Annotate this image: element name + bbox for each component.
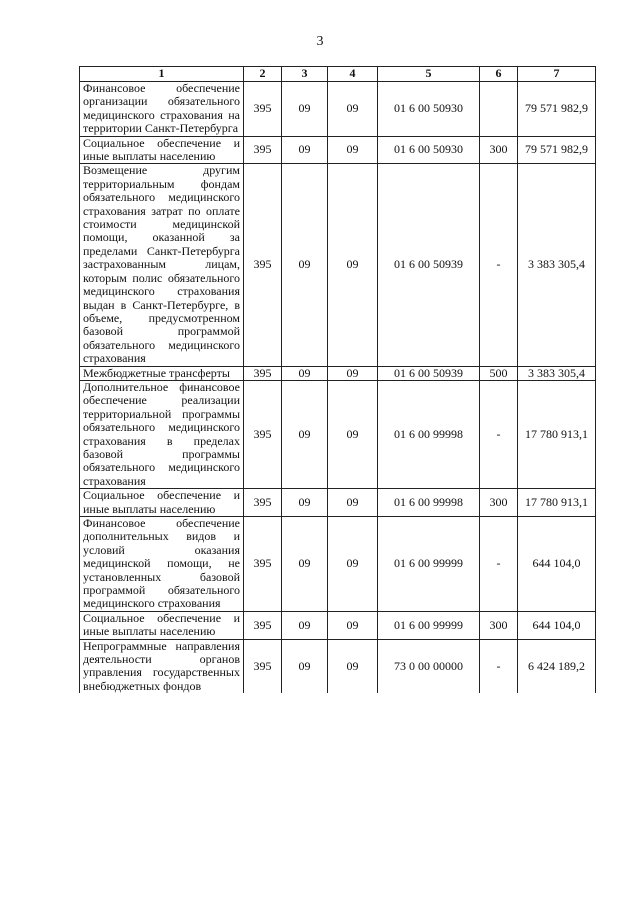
section-code: 09	[282, 639, 328, 693]
subsection-code: 09	[328, 164, 378, 366]
expense-type-code: -	[480, 517, 518, 612]
target-article-code: 01 6 00 99998	[378, 489, 480, 517]
target-article-code: 01 6 00 50930	[378, 82, 480, 137]
budget-table	[79, 66, 596, 693]
target-article-code: 01 6 00 50939	[378, 164, 480, 366]
expense-type-code: -	[480, 380, 518, 488]
target-article-code: 01 6 00 99999	[378, 611, 480, 639]
admin-code: 395	[244, 136, 282, 164]
amount: 3 383 305,4	[518, 164, 596, 366]
amount: 644 104,0	[518, 611, 596, 639]
subsection-code: 09	[328, 366, 378, 380]
table-row	[80, 611, 596, 639]
admin-code: 395	[244, 164, 282, 366]
row-name: Межбюджетные трансферты	[80, 366, 244, 380]
target-article-code: 01 6 00 50939	[378, 366, 480, 380]
table-row	[80, 164, 596, 366]
expense-type-code: 300	[480, 611, 518, 639]
amount: 17 780 913,1	[518, 489, 596, 517]
header-row	[80, 67, 596, 82]
amount: 79 571 982,9	[518, 82, 596, 137]
admin-code: 395	[244, 82, 282, 137]
subsection-code: 09	[328, 489, 378, 517]
subsection-code: 09	[328, 136, 378, 164]
subsection-code: 09	[328, 82, 378, 137]
table-row	[80, 639, 596, 693]
admin-code: 395	[244, 611, 282, 639]
page-number: 3	[316, 34, 324, 49]
target-article-code: 01 6 00 99998	[378, 380, 480, 488]
table-row	[80, 82, 596, 137]
header-cell: 6	[480, 67, 518, 82]
section-code: 09	[282, 611, 328, 639]
header-cell: 4	[328, 67, 378, 82]
header-cell: 2	[244, 67, 282, 82]
expense-type-code: 500	[480, 366, 518, 380]
row-name: Социальное обеспечение и иные выплаты населению	[80, 136, 244, 164]
header-cell: 3	[282, 67, 328, 82]
row-name: Финансовое обеспечение дополнительных видов и условий оказания медицинской помощи, не установленных базовой программой обязательного медицинского страхования	[80, 517, 244, 612]
amount: 6 424 189,2	[518, 639, 596, 693]
admin-code: 395	[244, 366, 282, 380]
amount: 644 104,0	[518, 517, 596, 612]
row-name: Социальное обеспечение и иные выплаты населению	[80, 489, 244, 517]
expense-type-code: 300	[480, 489, 518, 517]
expense-type-code: 300	[480, 136, 518, 164]
row-name: Социальное обеспечение и иные выплаты населению	[80, 611, 244, 639]
expense-type-code: -	[480, 164, 518, 366]
row-name: Финансовое обеспечение организации обязательного медицинского страхования на территории Санкт-Петербурга	[80, 82, 244, 137]
row-name: Дополнительное финансовое обеспечение реализации территориальной программы обязательного медицинского страхования в пределах базовой программы обязательного медицинского страхования	[80, 380, 244, 488]
section-code: 09	[282, 366, 328, 380]
subsection-code: 09	[328, 380, 378, 488]
table-row	[80, 136, 596, 164]
section-code: 09	[282, 380, 328, 488]
admin-code: 395	[244, 380, 282, 488]
table-row	[80, 517, 596, 612]
target-article-code: 01 6 00 50930	[378, 136, 480, 164]
section-code: 09	[282, 136, 328, 164]
section-code: 09	[282, 489, 328, 517]
admin-code: 395	[244, 639, 282, 693]
section-code: 09	[282, 517, 328, 612]
row-name: Непрограммные направления деятельности органов управления государственных внебюджетных фондов	[80, 639, 244, 693]
section-code: 09	[282, 82, 328, 137]
target-article-code: 73 0 00 00000	[378, 639, 480, 693]
target-article-code: 01 6 00 99999	[378, 517, 480, 612]
row-name: Возмещение другим территориальным фондам обязательного медицинского страхования затрат по оплате стоимости медицинской помощи, оказанной за пределами Санкт-Петербурга застрахованным лицам, которым полис обязательного медицинского страхования выдан в Санкт-Петербурге, в объеме, предусмотренном базовой программой обязательного медицинского страхования	[80, 164, 244, 366]
admin-code: 395	[244, 489, 282, 517]
section-code: 09	[282, 164, 328, 366]
amount: 3 383 305,4	[518, 366, 596, 380]
table-row	[80, 489, 596, 517]
header-cell: 5	[378, 67, 480, 82]
amount: 17 780 913,1	[518, 380, 596, 488]
header-cell: 1	[80, 67, 244, 82]
expense-type-code	[480, 82, 518, 137]
subsection-code: 09	[328, 611, 378, 639]
subsection-code: 09	[328, 639, 378, 693]
subsection-code: 09	[328, 517, 378, 612]
amount: 79 571 982,9	[518, 136, 596, 164]
table-row	[80, 380, 596, 488]
header-cell: 7	[518, 67, 596, 82]
expense-type-code: -	[480, 639, 518, 693]
table-row	[80, 366, 596, 380]
admin-code: 395	[244, 517, 282, 612]
